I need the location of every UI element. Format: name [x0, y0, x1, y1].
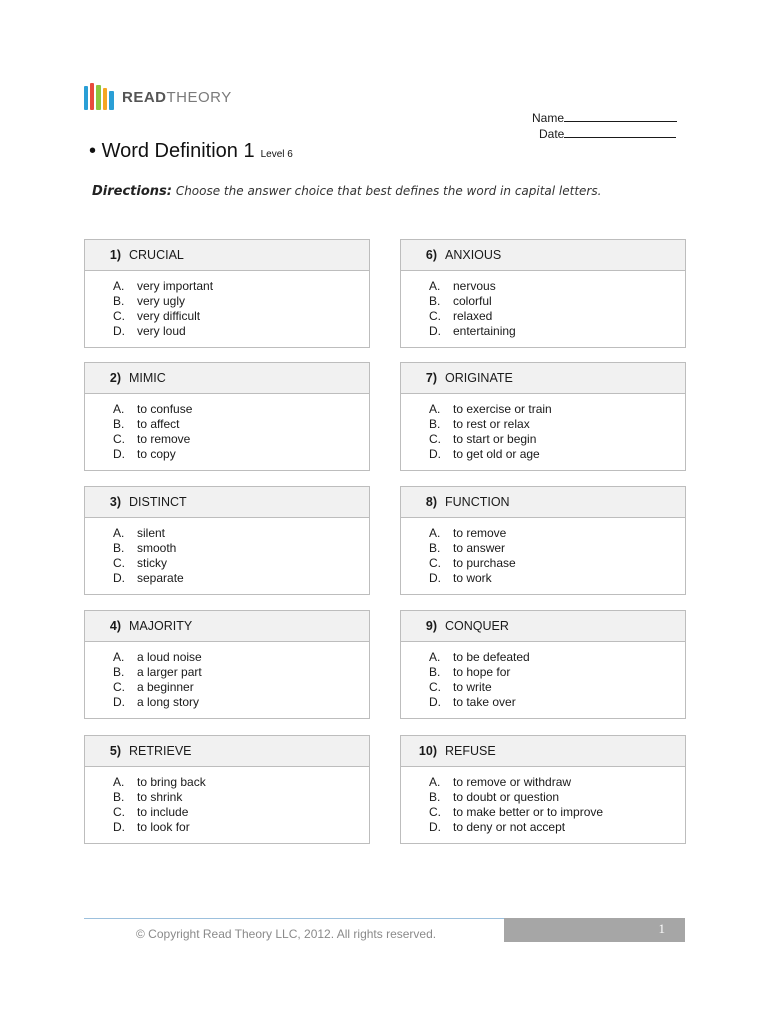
option-letter: A. — [113, 775, 125, 789]
question-header — [401, 363, 685, 394]
answer-options — [85, 271, 369, 347]
option-text: to remove or withdraw — [453, 775, 572, 789]
answer-options — [85, 518, 369, 594]
question-word: ANXIOUS — [445, 248, 502, 262]
option-text: entertaining — [453, 324, 516, 338]
option-text: a long story — [137, 695, 200, 709]
question-header — [401, 736, 685, 767]
option-letter: A. — [429, 402, 441, 416]
option-letter: B. — [113, 417, 125, 431]
answer-options — [401, 642, 685, 718]
brand-name — [122, 89, 232, 106]
answer-option[interactable] — [85, 294, 369, 309]
option-text: very loud — [137, 324, 186, 338]
option-text: smooth — [137, 541, 177, 555]
answer-option[interactable] — [401, 695, 685, 710]
readtheory-logo — [84, 82, 232, 112]
answer-option[interactable] — [85, 695, 369, 710]
option-text: very important — [137, 279, 214, 293]
question-number: 10) — [418, 744, 437, 758]
option-text: nervous — [453, 279, 496, 293]
option-letter: C. — [429, 556, 441, 570]
option-letter: A. — [113, 279, 125, 293]
answer-option[interactable] — [401, 324, 685, 339]
option-text: a larger part — [137, 665, 202, 679]
question-header — [85, 611, 369, 642]
question-number: 8) — [425, 495, 437, 509]
option-letter: A. — [429, 279, 441, 293]
level-label: Level 6 — [260, 149, 293, 160]
option-letter: B. — [113, 294, 125, 308]
option-text: to affect — [137, 417, 180, 431]
question-header — [401, 240, 685, 271]
option-letter: B. — [429, 541, 441, 555]
answer-option[interactable] — [85, 790, 369, 805]
answer-option[interactable] — [401, 309, 685, 324]
option-text: to include — [137, 805, 189, 819]
option-letter: C. — [113, 432, 125, 446]
option-letter: C. — [429, 805, 441, 819]
option-text: to make better or to improve — [453, 805, 604, 819]
question-number: 9) — [425, 619, 437, 633]
directions-text: Choose the answer choice that best defines the word in capital letters. — [175, 184, 602, 198]
option-text: to write — [453, 680, 492, 694]
answer-options — [401, 518, 685, 594]
question-number: 5) — [109, 744, 121, 758]
option-letter: C. — [113, 309, 125, 323]
option-text: to hope for — [453, 665, 511, 679]
option-text: separate — [137, 571, 184, 585]
answer-option[interactable] — [401, 447, 685, 462]
option-letter: D. — [113, 820, 125, 834]
option-text: to look for — [137, 820, 190, 834]
book-stack-icon — [84, 82, 116, 112]
name-field[interactable] — [532, 110, 677, 125]
option-letter: B. — [429, 294, 441, 308]
answer-option[interactable] — [401, 680, 685, 695]
title-bullet: • — [89, 140, 102, 162]
option-text: to take over — [453, 695, 516, 709]
answer-options — [401, 767, 685, 843]
question-5 — [84, 735, 370, 844]
option-letter: D. — [113, 447, 125, 461]
option-letter: A. — [113, 526, 125, 540]
footer-divider — [84, 918, 504, 919]
option-text: to work — [453, 571, 492, 585]
question-header — [85, 487, 369, 518]
page-number-box — [504, 918, 685, 942]
answer-option[interactable] — [85, 432, 369, 447]
directions — [92, 184, 601, 199]
option-letter: C. — [429, 432, 441, 446]
answer-option[interactable] — [85, 556, 369, 571]
answer-option[interactable] — [401, 820, 685, 835]
option-text: to get old or age — [453, 447, 540, 461]
date-blank-line[interactable] — [564, 126, 676, 138]
option-text: to copy — [137, 447, 176, 461]
brand-name-strong: READ — [122, 88, 167, 106]
question-header — [401, 487, 685, 518]
option-letter: A. — [429, 775, 441, 789]
directions-label: Directions: — [92, 184, 172, 199]
answer-option[interactable] — [85, 571, 369, 586]
option-text: a loud noise — [137, 650, 202, 664]
question-header — [85, 240, 369, 271]
option-letter: C. — [113, 556, 125, 570]
question-10 — [400, 735, 686, 844]
answer-option[interactable] — [401, 790, 685, 805]
question-word: DISTINCT — [129, 495, 187, 509]
answer-option[interactable] — [401, 526, 685, 541]
option-text: to remove — [137, 432, 191, 446]
option-text: to remove — [453, 526, 507, 540]
copyright-notice: © Copyright Read Theory LLC, 2012. All rights reserved. — [136, 927, 437, 941]
answer-option[interactable] — [401, 775, 685, 790]
option-letter: B. — [113, 665, 125, 679]
question-2 — [84, 362, 370, 471]
option-letter: D. — [429, 447, 441, 461]
answer-option[interactable] — [85, 541, 369, 556]
question-number: 6) — [425, 248, 437, 262]
option-letter: A. — [429, 650, 441, 664]
name-blank-line[interactable] — [564, 110, 677, 122]
question-9 — [400, 610, 686, 719]
option-letter: C. — [429, 309, 441, 323]
option-text: very difficult — [137, 309, 201, 323]
option-text: sticky — [137, 556, 167, 570]
question-6 — [400, 239, 686, 348]
option-text: to shrink — [137, 790, 183, 804]
option-text: colorful — [453, 294, 492, 308]
option-text: silent — [137, 526, 166, 540]
answer-option[interactable] — [85, 417, 369, 432]
question-word: FUNCTION — [445, 495, 510, 509]
answer-option[interactable] — [85, 309, 369, 324]
answer-option[interactable] — [85, 820, 369, 835]
question-header — [401, 611, 685, 642]
name-label: Name — [532, 111, 565, 125]
answer-options — [85, 642, 369, 718]
option-letter: D. — [113, 324, 125, 338]
option-letter: B. — [113, 790, 125, 804]
answer-option[interactable] — [401, 294, 685, 309]
question-3 — [84, 486, 370, 595]
option-letter: B. — [429, 790, 441, 804]
option-text: a beginner — [137, 680, 194, 694]
answer-options — [401, 394, 685, 470]
option-letter: B. — [113, 541, 125, 555]
option-letter: C. — [113, 805, 125, 819]
option-letter: D. — [429, 571, 441, 585]
option-text: to exercise or train — [453, 402, 552, 416]
answer-option[interactable] — [85, 447, 369, 462]
answer-option[interactable] — [401, 541, 685, 556]
option-letter: B. — [429, 665, 441, 679]
question-word: MAJORITY — [129, 619, 193, 633]
page-number: 1 — [658, 921, 665, 936]
worksheet-title — [89, 140, 293, 163]
question-word: CRUCIAL — [129, 248, 184, 262]
answer-option[interactable] — [85, 279, 369, 294]
answer-option[interactable] — [85, 402, 369, 417]
option-text: relaxed — [453, 309, 493, 323]
option-letter: D. — [429, 324, 441, 338]
question-1 — [84, 239, 370, 348]
answer-option[interactable] — [401, 805, 685, 820]
date-label: Date — [539, 127, 565, 141]
answer-option[interactable] — [401, 665, 685, 680]
option-letter: B. — [429, 417, 441, 431]
option-text: to confuse — [137, 402, 193, 416]
question-word: ORIGINATE — [445, 371, 513, 385]
option-text: to purchase — [453, 556, 516, 570]
answer-option[interactable] — [401, 650, 685, 665]
answer-option[interactable] — [85, 680, 369, 695]
option-letter: A. — [113, 650, 125, 664]
answer-option[interactable] — [401, 432, 685, 447]
option-text: to rest or relax — [453, 417, 530, 431]
option-letter: D. — [429, 695, 441, 709]
option-text: to answer — [453, 541, 506, 555]
option-text: to be defeated — [453, 650, 530, 664]
option-text: very ugly — [137, 294, 186, 308]
answer-options — [401, 271, 685, 347]
option-letter: A. — [113, 402, 125, 416]
question-7 — [400, 362, 686, 471]
answer-option[interactable] — [85, 805, 369, 820]
option-text: to start or begin — [453, 432, 537, 446]
question-header — [85, 736, 369, 767]
question-word: RETRIEVE — [129, 744, 192, 758]
brand-name-light: THEORY — [166, 88, 232, 106]
title-main: Word Definition 1 — [101, 140, 255, 162]
question-header — [85, 363, 369, 394]
option-letter: A. — [429, 526, 441, 540]
answer-option[interactable] — [401, 556, 685, 571]
question-number: 1) — [109, 248, 121, 262]
answer-option[interactable] — [401, 571, 685, 586]
option-letter: D. — [113, 571, 125, 585]
option-letter: D. — [429, 820, 441, 834]
option-letter: D. — [113, 695, 125, 709]
answer-option[interactable] — [401, 417, 685, 432]
question-word: MIMIC — [129, 371, 166, 385]
question-number: 4) — [109, 619, 121, 633]
question-number: 3) — [109, 495, 121, 509]
question-word: REFUSE — [445, 744, 496, 758]
question-word: CONQUER — [445, 619, 509, 633]
answer-option[interactable] — [401, 279, 685, 294]
answer-options — [85, 767, 369, 843]
answer-option[interactable] — [85, 650, 369, 665]
option-letter: C. — [113, 680, 125, 694]
question-4 — [84, 610, 370, 719]
date-field[interactable] — [539, 126, 676, 141]
option-text: to doubt or question — [453, 790, 560, 804]
answer-options — [85, 394, 369, 470]
question-number: 2) — [109, 371, 121, 385]
answer-option[interactable] — [85, 526, 369, 541]
option-letter: C. — [429, 680, 441, 694]
answer-option[interactable] — [401, 402, 685, 417]
answer-option[interactable] — [85, 775, 369, 790]
option-text: to bring back — [137, 775, 206, 789]
option-text: to deny or not accept — [453, 820, 566, 834]
answer-option[interactable] — [85, 324, 369, 339]
answer-option[interactable] — [85, 665, 369, 680]
question-number: 7) — [425, 371, 437, 385]
question-8 — [400, 486, 686, 595]
